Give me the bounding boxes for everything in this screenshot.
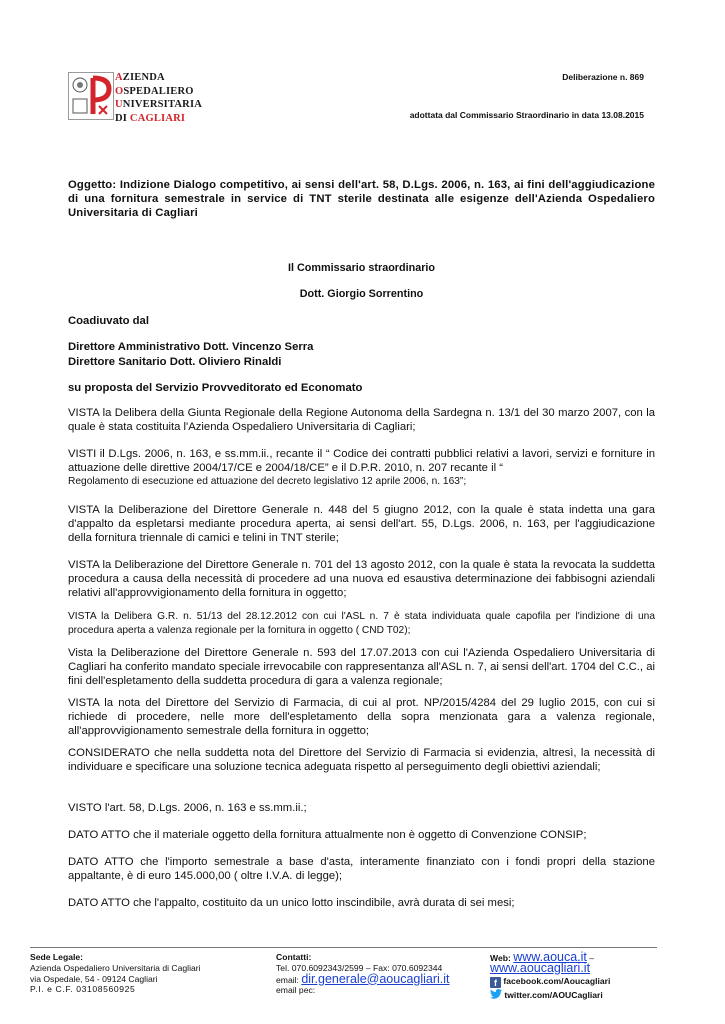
facebook-icon: f	[490, 977, 501, 988]
paragraph-delibera-gr: VISTA la Delibera G.R. n. 51/13 del 28.12.2012 con cui l'ASL n. 7 è stata individuata quale capofila per l'indizione di una procedura aperta a valenza regionale per la fornitura in oggetto ( CND T02);	[68, 611, 655, 636]
paragraph-visto-art58: VISTO l'art. 58, D.Lgs. 2006, n. 163 e ss.mm.ii.;	[68, 802, 307, 814]
paragraph-vista-delibera: VISTA la Delibera della Giunta Regionale della Regione Autonoma della Sardegna n. 13/1 del 30 marzo 2007, con la quale è stata costituita l'Azienda Ospedaliero Universitaria di Cagliari;	[68, 407, 655, 434]
facebook-row[interactable]: f facebook.com/Aoucagliari	[490, 976, 660, 988]
commissioner-name: Dott. Giorgio Sorrentino	[299, 288, 424, 300]
paragraph-deliberazione-448: VISTA la Deliberazione del Direttore Generale n. 448 del 5 giugno 2012, con la quale è stata indetta una gara d'appalto da espletarsi mediante procedura aperta, ai sensi dell'art. 55, D.Lgs. 2006, n. 163, per l'aggiudicazione della fornitura triennale di camici e telini in TNT sterile;	[68, 504, 655, 545]
paragraph-dato-atto-importo: DATO ATTO che l'importo semestrale a base d'asta, interamente finanziato con i fondi propri della stazione appaltante, è di euro 145.000,00 ( oltre I.V.A. di legge);	[68, 856, 655, 883]
paragraph-visti-regulation: Regolamento di esecuzione ed attuazione del decreto legislativo 12 aprile 2006, n. 163”;	[68, 476, 467, 488]
website-link-aouca[interactable]: www.aouca.it	[513, 950, 587, 964]
assisted-by: Coadiuvato dal	[68, 315, 149, 327]
paragraph-dato-atto-consip: DATO ATTO che il materiale oggetto della fornitura attualmente non è oggetto di Convenzione CONSIP;	[68, 829, 587, 841]
twitter-bird-icon	[490, 989, 502, 999]
website-link-aoucagliari[interactable]: www.aoucagliari.it	[490, 960, 591, 975]
footer-web: Web: www.aouca.it – www.aoucagliari.it f facebook.com/Aoucagliari twitter.com/AOUCagliari	[490, 952, 660, 1000]
director-health: Direttore Sanitario Dott. Oliviero Rinaldi	[68, 356, 282, 368]
paragraph-considerato: CONSIDERATO che nella suddetta nota del Direttore del Servizio di Farmacia si evidenzia, altresì, la necessità di individuare e specificare una soluzione tecnica adeguata rispetto al perseguimento degli obiettivi aziendali;	[68, 747, 655, 774]
footer-contacts: Contatti: Tel. 070.6092343/2599 – Fax: 070.6092344 email: dir.generale@aoucagliari.it email pec:	[276, 952, 450, 996]
director-admin: Direttore Amministrativo Dott. Vincenzo Serra	[68, 341, 314, 353]
paragraph-nota-farmacia: VISTA la nota del Direttore del Servizio di Farmacia, di cui al prot. NP/2015/4284 del 29 luglio 2015, con cui si richiede di procedere, nelle more dell'espletamento della sopra menzionata gara a valenza regionale, all'approvvigionamento semestrale della fornitura in oggetto;	[68, 697, 655, 738]
hospital-name-logo: AZIENDA OSPEDALIERO UNIVERSITARIA DI CAGLIARI	[115, 72, 203, 124]
paragraph-dato-atto-durata: DATO ATTO che l'appalto, costituito da un unico lotto inscindibile, avrà durata di sei mesi;	[68, 897, 515, 909]
adoption-note: adottata dal Commissario Straordinario in data 13.08.2015	[409, 110, 644, 120]
email-link[interactable]: dir.generale@aoucagliari.it	[301, 971, 450, 986]
deliberation-number: Deliberazione n. 869	[562, 72, 644, 82]
footer-legal-seat: Sede Legale: Azienda Ospedaliero Universitaria di Cagliari via Ospedale, 54 - 09124 Cagliari P.I. e C.F. 03108560925	[30, 952, 201, 995]
proposal-line: su proposta del Servizio Provveditorato ed Economato	[68, 382, 363, 394]
commissioner-title: Il Commissario straordinario	[288, 262, 435, 274]
paragraph-visti-main: VISTI il D.Lgs. 2006, n. 163, e ss.mm.ii., recante il “ Codice dei contratti pubblici relativi a lavori, servizi e forniture in attuazione delle direttive 2004/17/CE e 2004/18/CE” e il D.P.R. 2010, n. 207 recante il “	[68, 448, 655, 475]
twitter-row[interactable]: twitter.com/AOUCagliari	[490, 989, 660, 1001]
subject-heading: Oggetto: Indizione Dialogo competitivo, ai sensi dell'art. 58, D.Lgs. 2006, n. 163, ai fini dell'aggiudicazione di una fornitura semestrale in service di TNT sterile destinata alle esigenze dell'Azienda Ospedaliero Universitaria di Cagliari	[68, 179, 655, 220]
footer-divider	[30, 947, 657, 948]
paragraph-deliberazione-701: VISTA la Deliberazione del Direttore Generale n. 701 del 13 agosto 2012, con la quale è stata la revocata la suddetta procedura a causa della necessità di procedere ad una nuova ed esaustiva determinazione dei fabbisogni aziendali relativi all'approvvigionamento della fornitura in oggetto;	[68, 559, 655, 600]
hospital-logo-icon	[68, 72, 114, 120]
paragraph-visti	[68, 447, 655, 490]
paragraph-deliberazione-593: Vista la Deliberazione del Direttore Generale n. 593 del 17.07.2013 con cui l'Azienda Ospedaliero Universitaria di Cagliari ha conferito mandato speciale irrevocabile con rappresentanza all'ASL n. 7, ai sensi dell'art. 1704 del C.C., ai fini dell'espletamento della suddetta procedura di gara a valenza regionale;	[68, 647, 655, 688]
